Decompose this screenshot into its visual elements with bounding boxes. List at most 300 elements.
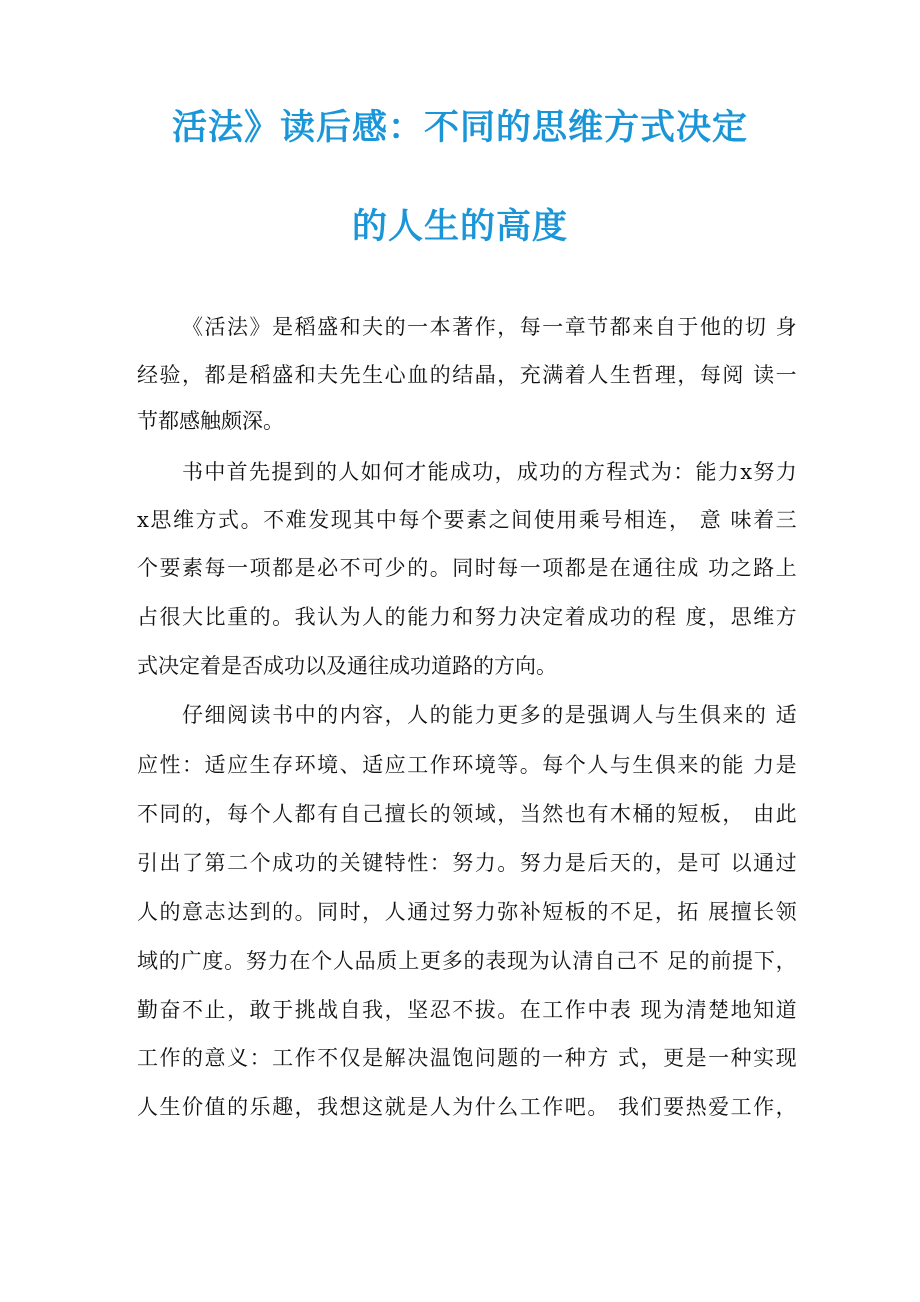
glyph: 成: [677, 556, 699, 580]
glyph: 有: [317, 802, 339, 826]
glyph: [700, 894, 707, 930]
glyph: 书: [182, 460, 203, 484]
glyph: 在: [289, 949, 311, 973]
glyph: 一: [227, 556, 249, 580]
glyph: ，: [654, 900, 676, 924]
glyph: 现: [640, 998, 662, 1022]
glyph: 功: [472, 460, 494, 484]
glyph: 着: [564, 605, 586, 629]
glyph: 度: [685, 605, 707, 629]
glyph: 用: [556, 508, 578, 532]
glyph: 相: [623, 508, 645, 532]
glyph: 决: [407, 1046, 429, 1070]
glyph: 挑: [294, 998, 316, 1022]
glyph: 生: [632, 753, 654, 777]
glyph: ，: [182, 363, 204, 387]
glyph: 和: [339, 315, 361, 339]
glyph: 成: [389, 654, 410, 678]
glyph: 达: [227, 900, 249, 924]
glyph: 的: [315, 460, 337, 484]
glyph: 战: [317, 998, 339, 1022]
glyph: 。: [240, 508, 262, 532]
glyph: [767, 309, 774, 345]
glyph: 他: [699, 315, 721, 339]
glyph: ，: [227, 998, 249, 1022]
glyph: 中: [294, 703, 316, 727]
glyph: 自: [339, 998, 361, 1022]
glyph: 应: [227, 753, 249, 777]
glyph: 力: [474, 703, 496, 727]
glyph: 经: [137, 363, 158, 387]
glyph: 否: [242, 654, 263, 678]
paragraph-line: [182, 454, 797, 490]
glyph: 往: [654, 556, 676, 580]
glyph: 感: [179, 409, 200, 433]
glyph: 应: [384, 753, 406, 777]
paragraph-line: [137, 599, 797, 635]
glyph: 的: [429, 802, 451, 826]
glyph: [745, 796, 752, 832]
glyph: 一: [542, 315, 564, 339]
glyph: 奋: [159, 998, 181, 1022]
document-title-line-1: 活法》读后感：不同的思维方式决定: [171, 108, 748, 148]
glyph: 成: [449, 460, 471, 484]
glyph: 广: [180, 949, 202, 973]
glyph: 。: [429, 556, 451, 580]
glyph: 乐: [249, 1095, 271, 1119]
glyph: 知: [753, 998, 775, 1022]
glyph: 的: [227, 1095, 249, 1119]
glyph: 个: [420, 508, 442, 532]
glyph: [677, 599, 684, 635]
glyph: 功: [708, 556, 730, 580]
glyph: 和: [294, 363, 316, 387]
glyph: ：: [182, 753, 204, 777]
glyph: 及: [326, 654, 347, 678]
glyph: x: [137, 508, 149, 532]
glyph: 品: [354, 949, 376, 973]
glyph: 充: [519, 363, 541, 387]
glyph: [700, 550, 707, 586]
glyph: 天: [609, 851, 631, 875]
glyph: 节: [587, 315, 609, 339]
glyph: 个: [249, 802, 271, 826]
glyph: ，: [204, 802, 226, 826]
glyph: 吧: [564, 1095, 586, 1119]
glyph: 拔: [474, 998, 496, 1022]
paragraph-line: [137, 502, 797, 538]
glyph: 读: [753, 363, 775, 387]
glyph: 是: [775, 753, 797, 777]
glyph: 上: [775, 556, 797, 580]
glyph: 程: [606, 460, 628, 484]
glyph: 书: [272, 703, 294, 727]
glyph: 不: [137, 802, 158, 826]
glyph: 重: [227, 605, 249, 629]
glyph: 方: [583, 460, 605, 484]
glyph: 人: [587, 753, 609, 777]
glyph: 是: [564, 851, 586, 875]
glyph: 可: [362, 556, 384, 580]
glyph: 身: [775, 315, 797, 339]
glyph: 后: [587, 851, 609, 875]
glyph: 能: [452, 703, 474, 727]
glyph: 必: [317, 556, 339, 580]
glyph: 是: [587, 556, 609, 580]
paragraph-line: [137, 357, 797, 393]
glyph: 通: [632, 556, 654, 580]
glyph: 》: [249, 315, 271, 339]
glyph: 力: [717, 460, 739, 484]
glyph: 人: [332, 949, 354, 973]
glyph: 难: [285, 508, 307, 532]
glyph: 这: [362, 1095, 384, 1119]
glyph: 不: [339, 556, 361, 580]
glyph: 长: [753, 900, 775, 924]
glyph: [659, 943, 666, 979]
glyph: 很: [159, 605, 181, 629]
glyph: 我: [317, 1095, 339, 1119]
glyph: 我: [294, 605, 316, 629]
glyph: 领: [452, 802, 474, 826]
glyph: 不: [317, 1046, 339, 1070]
paragraph-line: [137, 1040, 797, 1076]
glyph: 是: [272, 315, 294, 339]
glyph: 。: [224, 949, 246, 973]
glyph: 工: [407, 753, 429, 777]
glyph: 么: [497, 1095, 519, 1119]
glyph: 解: [384, 1046, 406, 1070]
glyph: 能: [427, 460, 449, 484]
glyph: 作: [429, 753, 451, 777]
glyph: 我: [618, 1095, 640, 1119]
glyph: 过: [775, 851, 797, 875]
glyph: 细: [204, 703, 226, 727]
glyph: 域: [474, 802, 496, 826]
glyph: 方: [195, 508, 217, 532]
glyph: 现: [507, 949, 529, 973]
glyph: 爱: [708, 1095, 730, 1119]
glyph: 心: [384, 363, 406, 387]
glyph: 关: [339, 851, 361, 875]
glyph: 存: [272, 753, 294, 777]
glyph: 往: [368, 654, 389, 678]
glyph: 结: [452, 363, 474, 387]
glyph: 擅: [730, 900, 752, 924]
glyph: 方: [775, 605, 797, 629]
glyph: 人: [137, 1095, 158, 1119]
glyph: 触: [200, 409, 221, 433]
glyph: 的: [561, 460, 583, 484]
glyph: 项: [249, 556, 271, 580]
glyph: 清: [685, 998, 707, 1022]
glyph: 域: [137, 949, 158, 973]
glyph: 同: [317, 900, 339, 924]
glyph: 价: [182, 1095, 204, 1119]
glyph: 决: [158, 654, 179, 678]
glyph: [745, 357, 752, 393]
glyph: 表: [609, 998, 631, 1022]
glyph: 第: [204, 851, 226, 875]
glyph: 楚: [708, 998, 730, 1022]
glyph: 敢: [249, 998, 271, 1022]
glyph: ，: [708, 605, 730, 629]
paragraph-line: [137, 747, 797, 783]
glyph: 忍: [429, 998, 451, 1022]
glyph: 。: [272, 605, 294, 629]
glyph: 境: [317, 753, 339, 777]
glyph: 作: [159, 1046, 181, 1070]
glyph: 通: [753, 851, 775, 875]
glyph: ，: [384, 703, 406, 727]
glyph: 自: [654, 315, 676, 339]
glyph: 人: [587, 363, 609, 387]
glyph: 领: [775, 900, 797, 924]
glyph: 人: [137, 900, 158, 924]
glyph: 力: [497, 605, 519, 629]
glyph: 工: [730, 1095, 752, 1119]
glyph: 不: [609, 900, 631, 924]
glyph: 以: [730, 851, 752, 875]
glyph: ：: [249, 1046, 271, 1070]
glyph: 项: [542, 556, 564, 580]
glyph: ，: [497, 802, 519, 826]
glyph: 实: [753, 1046, 775, 1070]
glyph: 上: [398, 949, 420, 973]
glyph: ，: [677, 363, 699, 387]
glyph: 程: [654, 605, 676, 629]
glyph: 晶: [474, 363, 496, 387]
glyph: 中: [375, 508, 397, 532]
glyph: 工: [272, 1046, 294, 1070]
glyph: 要: [663, 1095, 685, 1119]
glyph: 思: [150, 508, 172, 532]
glyph: 止: [204, 998, 226, 1022]
glyph: 理: [654, 363, 676, 387]
glyph: 功: [284, 654, 305, 678]
glyph: 工: [519, 1095, 541, 1119]
glyph: 本: [429, 315, 451, 339]
glyph: 饱: [452, 1046, 474, 1070]
glyph: 板: [564, 900, 586, 924]
glyph: 是: [564, 703, 586, 727]
glyph: 式: [137, 654, 158, 678]
document-title-line-2: 的人生的高度: [351, 207, 568, 247]
glyph: 都: [564, 556, 586, 580]
glyph: [767, 697, 774, 733]
glyph: 俱: [699, 703, 721, 727]
glyph: 认: [317, 605, 339, 629]
paragraph-line: [137, 648, 797, 684]
glyph: 下: [753, 949, 775, 973]
glyph: 夫: [362, 315, 384, 339]
glyph: ，: [654, 851, 676, 875]
glyph: 短: [677, 802, 699, 826]
glyph: 努: [474, 605, 496, 629]
glyph: 向: [515, 654, 536, 678]
glyph: 在: [609, 556, 631, 580]
glyph: 号: [601, 508, 623, 532]
glyph: ，: [494, 460, 516, 484]
glyph: 人: [384, 900, 406, 924]
glyph: ，: [362, 900, 384, 924]
glyph: 每: [542, 753, 564, 777]
glyph: ，: [668, 508, 690, 532]
glyph: 到: [249, 900, 271, 924]
glyph: 每: [699, 363, 721, 387]
glyph: 夫: [317, 363, 339, 387]
glyph: 切: [744, 315, 766, 339]
glyph: 阅: [227, 703, 249, 727]
glyph: 法: [227, 315, 249, 339]
glyph: 是: [294, 556, 316, 580]
glyph: 着: [200, 654, 221, 678]
glyph: 为: [663, 998, 685, 1022]
glyph: 的: [587, 900, 609, 924]
glyph: 提: [271, 460, 293, 484]
glyph: 一: [775, 363, 797, 387]
glyph: 每: [398, 508, 420, 532]
glyph: 的: [182, 802, 204, 826]
glyph: 功: [410, 654, 431, 678]
glyph: 的: [182, 1046, 204, 1070]
glyph: 也: [564, 802, 586, 826]
glyph: 什: [474, 1095, 496, 1119]
glyph: 来: [677, 753, 699, 777]
glyph: 满: [542, 363, 564, 387]
glyph: 的: [272, 900, 294, 924]
glyph: ，: [294, 1095, 316, 1119]
glyph: 通: [347, 654, 368, 678]
glyph: ，: [775, 949, 797, 973]
glyph: 作: [294, 1046, 316, 1070]
glyph: 一: [708, 1046, 730, 1070]
glyph: 要: [159, 556, 181, 580]
glyph: 现: [775, 1046, 797, 1070]
glyph: 自: [594, 949, 616, 973]
glyph: 来: [632, 315, 654, 339]
glyph: 认: [550, 949, 572, 973]
glyph: ，: [722, 802, 744, 826]
glyph: 更: [497, 703, 519, 727]
glyph: 血: [407, 363, 429, 387]
paragraph-line: [137, 943, 797, 979]
glyph: [745, 747, 752, 783]
glyph: 种: [730, 1046, 752, 1070]
glyph: 环: [452, 753, 474, 777]
glyph: 读: [249, 703, 271, 727]
glyph: 方: [494, 654, 515, 678]
glyph: 己: [615, 949, 637, 973]
glyph: [610, 1089, 617, 1125]
glyph: 为: [650, 460, 672, 484]
glyph: 比: [204, 605, 226, 629]
glyph: 中: [204, 460, 226, 484]
glyph: 前: [710, 949, 732, 973]
glyph: 性: [159, 753, 181, 777]
glyph: 要: [443, 508, 465, 532]
glyph: 。: [536, 654, 557, 678]
glyph: 了: [182, 851, 204, 875]
glyph: 个: [249, 851, 271, 875]
glyph: 的: [473, 654, 494, 678]
glyph: 勤: [137, 998, 158, 1022]
glyph: [610, 1040, 617, 1076]
glyph: 同: [159, 802, 181, 826]
glyph: 哲: [632, 363, 654, 387]
glyph: [692, 502, 699, 538]
glyph: 阅: [722, 363, 744, 387]
paragraph-line: [137, 403, 797, 439]
glyph: 大: [182, 605, 204, 629]
glyph: 。: [519, 753, 541, 777]
glyph: 人: [272, 802, 294, 826]
paragraph-line: [137, 550, 797, 586]
glyph: 三: [775, 508, 797, 532]
glyph: 生: [362, 363, 384, 387]
glyph: 功: [539, 460, 561, 484]
glyph: 盛: [272, 363, 294, 387]
glyph: 盛: [317, 315, 339, 339]
glyph: 稻: [249, 363, 271, 387]
glyph: 的: [744, 703, 766, 727]
glyph: 。: [294, 900, 316, 924]
glyph: 力: [429, 605, 451, 629]
glyph: 成: [272, 851, 294, 875]
glyph: 通: [407, 900, 429, 924]
glyph: 是: [362, 1046, 384, 1070]
glyph: 都: [204, 363, 226, 387]
glyph: 式: [618, 1046, 640, 1070]
glyph: 力: [753, 753, 775, 777]
glyph: 值: [204, 1095, 226, 1119]
glyph: 不: [452, 998, 474, 1022]
glyph: 决: [519, 605, 541, 629]
glyph: 个: [137, 556, 158, 580]
glyph: 的: [429, 363, 451, 387]
glyph: 着: [564, 363, 586, 387]
glyph: 发: [308, 508, 330, 532]
glyph: 此: [775, 802, 797, 826]
glyph: 努: [519, 851, 541, 875]
glyph: 力: [267, 949, 289, 973]
glyph: 人: [429, 1095, 451, 1119]
glyph: 成: [516, 460, 538, 484]
glyph: 有: [587, 802, 609, 826]
glyph: 为: [339, 605, 361, 629]
glyph: 引: [137, 851, 158, 875]
glyph: 其: [353, 508, 375, 532]
glyph: 成: [587, 605, 609, 629]
glyph: 更: [663, 1046, 685, 1070]
glyph: 每: [227, 802, 249, 826]
glyph: 、: [339, 753, 361, 777]
glyph: 内: [339, 703, 361, 727]
glyph: 在: [519, 998, 541, 1022]
glyph: 以: [305, 654, 326, 678]
glyph: 人: [407, 703, 429, 727]
glyph: 是: [685, 1046, 707, 1070]
glyph: 章: [564, 315, 586, 339]
glyph: 作: [542, 1095, 564, 1119]
glyph: 的: [158, 949, 180, 973]
glyph: 工: [542, 998, 564, 1022]
paragraph-line: [182, 309, 797, 345]
paragraph-line: [137, 894, 797, 930]
glyph: 擅: [384, 802, 406, 826]
glyph: ，: [640, 1046, 662, 1070]
glyph: 性: [407, 851, 429, 875]
